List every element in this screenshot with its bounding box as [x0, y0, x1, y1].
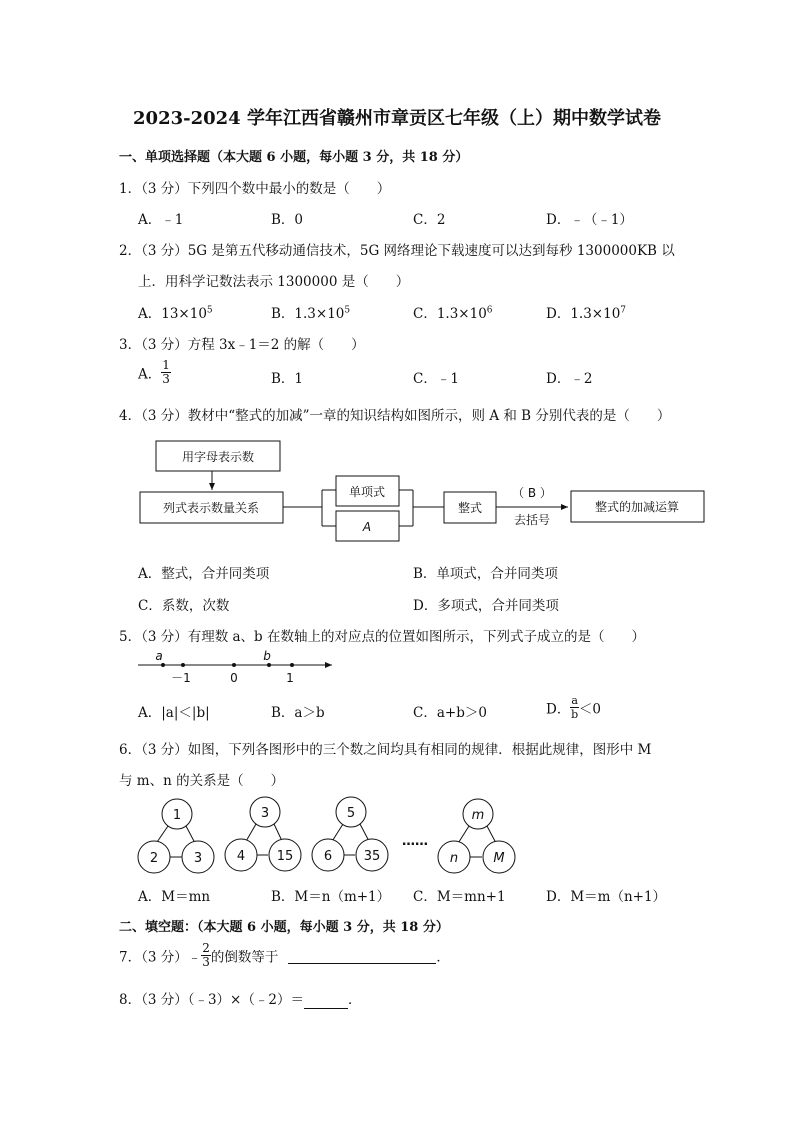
diagram-label-remove-brackets: 去括号	[513, 513, 551, 527]
question-7: 7．（3 分）﹣ $\frac{2}{3}$ 的倒数等于 ．	[119, 941, 450, 969]
ellipsis-dots: ……	[402, 834, 428, 849]
q5-fraction: $\frac{a}{b}$	[571, 694, 579, 721]
question-6-stem-line1: 6．（3 分）如图，下列各图形中的三个数之间均具有相同的规律．根据此规律，图形中 M	[119, 742, 652, 758]
fig4-top: m	[471, 808, 485, 823]
q2-option-d: D．$1.3\times 10^7$	[546, 305, 627, 322]
q3-option-a: A． $\frac{1}{3}$	[138, 358, 170, 386]
question-4-stem: 4．（3 分）教材中“整式的加减”一章的知识结构如图所示，则 A 和 B 分别代表的是（ ）	[119, 408, 671, 424]
q4-option-c: C．系数，次数	[138, 598, 230, 614]
q4-option-a: A．整式，合并同类项	[138, 566, 270, 582]
diagram-label-add-subtract: 整式的加减运算	[594, 500, 680, 514]
section-heading-fill-blank: 二、填空题：（本大题 6 小题，每小题 3 分，共 18 分）	[119, 920, 449, 935]
q5-option-a: A．|a|＜|b|	[138, 705, 210, 721]
diagram-label-monomial: 单项式	[348, 485, 386, 499]
q3-option-c: C．﹣1	[413, 371, 459, 387]
page-title: 2023-2024 学年江西省赣州市章贡区七年级（上）期中数学试卷	[133, 108, 661, 129]
diagram-label-polynomial: 整式	[457, 501, 483, 515]
label-zero: 0	[230, 671, 238, 685]
q6-option-c: C．M＝mn+1	[413, 889, 506, 905]
q3-option-b: B．1	[271, 371, 304, 387]
diagram-label-a: A	[362, 520, 372, 534]
diagram-label-b: （ B ）	[512, 486, 552, 500]
question-3-stem: 3．（3 分）方程 3x﹣1＝2 的解（ ）	[119, 337, 365, 353]
section-heading-choice: 一、单项选择题（本大题 6 小题，每小题 3 分，共 18 分）	[119, 150, 469, 165]
q1-option-b: B．0	[271, 212, 304, 228]
q2-option-a: A．$13\times 10^5$	[138, 305, 213, 322]
q2-option-b: B．$1.3\times 10^5$	[271, 305, 351, 322]
fig1-left: 2	[149, 851, 159, 866]
q3-fraction: $\frac{1}{3}$	[162, 358, 170, 386]
label-one: 1	[286, 671, 294, 685]
fig1-right: 3	[193, 851, 203, 866]
diagram-label-expressions: 列式表示数量关系	[162, 501, 260, 515]
q5-option-b: B．a＞b	[271, 705, 325, 721]
question-5-stem: 5．（3 分）有理数 a、b 在数轴上的对应点的位置如图所示，下列式子成立的是（ ）	[119, 629, 645, 645]
q7-fraction: $\frac{2}{3}$	[202, 941, 210, 969]
fig4-right: M	[493, 851, 505, 866]
q7-answer-blank[interactable]	[288, 947, 436, 964]
label-a: a	[155, 649, 163, 663]
fig1-top: 1	[172, 808, 182, 823]
question-2-stem-line2: 上．用科学记数法表示 1300000 是（ ）	[138, 274, 410, 290]
question-8: 8．（3 分）（﹣3）×（﹣2）＝ ．	[119, 992, 362, 1008]
fig3-right: 35	[363, 849, 381, 864]
q6-option-d: D．M＝m（n+1）	[546, 889, 667, 905]
fig3-top: 5	[346, 806, 356, 821]
q4-option-b: B．单项式，合并同类项	[413, 566, 558, 582]
q1-option-c: C．2	[413, 212, 446, 228]
q2-option-c: C．$1.3\times 10^6$	[413, 305, 493, 322]
fig3-left: 6	[323, 849, 333, 864]
q8-answer-blank[interactable]	[304, 992, 348, 1009]
question-1-stem: 1．（3 分）下列四个数中最小的数是（ ）	[119, 181, 391, 197]
label-minus1: －1	[171, 671, 191, 685]
q6-option-a: A．M＝mn	[138, 889, 211, 905]
diagram-label-letters: 用字母表示数	[181, 450, 255, 464]
question-2-stem-line1: 2．（3 分）5G 是第五代移动通信技术，5G 网络理论下载速度可以达到每秒 1300000KB 以	[119, 243, 675, 259]
label-b: b	[263, 649, 271, 663]
question-6-stem-line2: 与 m、n 的关系是（ ）	[119, 773, 285, 789]
q4-option-d: D．多项式，合并同类项	[413, 598, 559, 614]
q5-option-d: D． $\frac{a}{b}$ ＜0	[546, 694, 601, 721]
fig2-left: 4	[236, 849, 246, 864]
fig2-right: 15	[276, 849, 294, 864]
q6-option-b: B．M＝n（m+1）	[271, 889, 391, 905]
q1-option-d: D．﹣（﹣1）	[546, 212, 633, 228]
q1-option-a: A．﹣1	[138, 212, 184, 228]
q5-option-c: C．a+b＞0	[413, 705, 487, 721]
fig4-left: n	[449, 851, 459, 866]
fig2-top: 3	[260, 806, 270, 821]
q3-option-d: D．﹣2	[546, 371, 593, 387]
